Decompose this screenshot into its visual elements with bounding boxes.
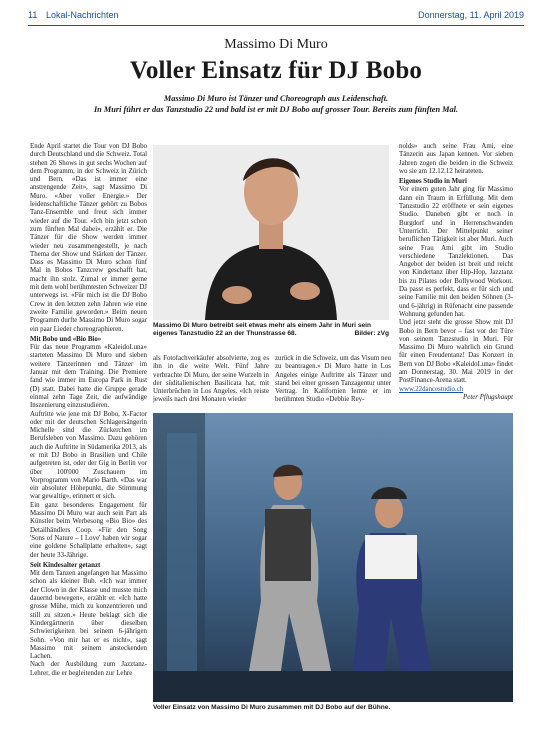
- studio-website-link[interactable]: www.22dancestudio.ch: [399, 385, 464, 393]
- photo-stage: [153, 413, 513, 702]
- article-column-4: [399, 143, 513, 405]
- article-strip-right: zurück in die Schweiz, um das Visum neu zu beantragen.» Di Muro hatte in Los Angeles einige Auftritte als Tänzer und stand bei einer grossen Tanzagentur unter Vertrag. In Kalifornien lernte er im berühmten Studio «Debbie Rey-: [275, 355, 391, 404]
- portrait-illustration: [153, 145, 389, 320]
- article-kicker: Massimo Di Muro: [224, 37, 328, 52]
- caption-text: Massimo Di Muro betreibt seit etwas mehr als einem Jahr in Muri sein eigenes Tanzstudio 22 an der Thunstrasse 68.: [153, 322, 372, 338]
- paragraph: Vor einem guten Jahr ging für Massimo dann ein Traum in Erfüllung. Mit dem Tanzstudio 22 eröffnete er sein eigenes Studio. Daneben gibt er noch in Burgdorf und in Herrenschwanden Unterricht. Der Mittelpunkt seiner beruflichen Tätigkeit ist aber Muri. Auch seine Frau Ami gibt im Studio verschiedene Tanzlektionen. Das Angebot der beiden ist breit und reicht von Kindertanz über Hip-Hop, Jazztanz bis zu Pilates oder Bollywood Workout. Da passt es perfekt, dass er für sich und seine Familie mit den beiden Söhnen (3- und 6-jährig) in Rüfenacht eine passende Wohnung gefunden hat.: [399, 186, 513, 318]
- paragraph: Für das neue Programm «KaleidoLuna» starteten Massimo Di Muro und sieben weitere Tänzerinnen und Tänzer im Januar mit dem Training. Die Premiere fand wie immer im Europa Park in Rust (D) statt. Dabei hatte die Gruppe gerade einmal zehn Tage Zeit, die aufwändige Inszenierung einzustudieren.: [30, 344, 147, 410]
- photo-credit: Bilder: zVg: [354, 330, 389, 338]
- paragraph: Auftritte wie jene mit DJ Bobo, X-Factor oder mit der deutschen Schlagersängerin Michelle sind die Zückerchen im Berufsleben von Massimo. Dazu gehören auch die Auftritte in Südamerika 2013, als er mit DJ Bobo in Brasilien und Chile aufgetreten ist, oder der Gig in Berlin vor über 100'000 Zuschauern im Vorprogramm von Mario Barth. «Das war ein absoluter Höhepunkt, die Stimmung war gewaltig», erinnert er sich.: [30, 410, 147, 501]
- section-name: Lokal-Nachrichten: [46, 10, 119, 20]
- header-rule: [28, 25, 524, 26]
- article-author: Peter Pflugshaupt: [463, 393, 513, 401]
- article-headline: Voller Einsatz für DJ Bobo: [129, 57, 423, 84]
- stage-illustration: [153, 413, 513, 702]
- paragraph: Mit dem Tanzen angefangen hat Massimo schon als kleiner Bub. «Ich war immer der Clown in der Klasse und musste mich dauernd bewegen», erzählt er. «Ich hatte grosse Mühe, mich zu konzentrieren und still zu sitzen.» Heute beklagt sich die Kindergärtnerin über dieselben Schwierigkeiten bei seinem 6-jährigen Sohn. «Von mir hat er es nicht», sagt Massimo mit seinem ansteckenden Lachen.: [30, 570, 147, 661]
- photo-portrait: [153, 145, 389, 320]
- paragraph: Nach der Ausbildung zum Jazztanz-Lehrer, die er begleitenden zur Lehre: [30, 661, 147, 677]
- article-column-1: [30, 143, 147, 723]
- subheading: Mit Bobo und «Bio Bio»: [30, 335, 102, 343]
- subheading: Seit Kindesalter getanzt: [30, 561, 101, 569]
- photo-stage-caption: Voller Einsatz von Massimo Di Muro zusammen mit DJ Bobo auf der Bühne.: [153, 704, 391, 711]
- lead-line-1: Massimo Di Muro ist Tänzer und Choreograph aus Leidenschaft.: [163, 94, 389, 103]
- page-number: 11: [28, 10, 38, 20]
- page-header: [28, 10, 524, 26]
- article-strip-left: als Fotofachverkäufer absolvierte, zog es ihn in die weite Welt. Fünf Jahre verbrachte Di Muro, der seine Wurzeln in der süditalienischen Basilicata hat, mit Unterbrüchen in Los Angeles. «Ich reiste jeweils nach drei Monaten wieder: [153, 355, 269, 404]
- lead-line-2: In Muri führt er das Tanzstudio 22 und bald ist er mit DJ Bobo auf grosser Tour. Bereits zum fünften Mal.: [93, 104, 459, 114]
- photo-portrait-caption: [153, 322, 389, 339]
- paragraph: Ende April startet die Tour von DJ Bobo durch Deutschland und die Schweiz. Total stehen 26 Shows in gut sechs Wochen auf dem Programm, in der Schweiz in Zürich und Bern. «Das ist immer eine anstrengende Zeit», sagt Massimo Di Muro. «Aber voller Energie.» Der leidenschaftliche Tänzer gehört zu Bobos Tanz-Ensemble und freut sich immer wieder auf die Tour. «Ich bin jetzt schon zum fünften Mal dabei», erzählt er. Die Tänzer für die Show werden immer wieder neu zusammengestellt, je nach Thema der Show und Stärken der Tänzer. Dass es Massimo Di Muro schon fünf Mal in Bobos Tanzcrew geschafft hat, macht ihn stolz. Zumal er immer gerne mit dem wohl berühmtesten Schweizer DJ unterwegs ist. «Für mich ist die DJ Bobo Crew in den letzten zehn Jahren wie eine zweite Familie geworden.» Beim neuen Programm durfte Massimo Di Muro sogar ein paar Lieder choreographieren.: [30, 143, 147, 333]
- issue-date: Donnerstag, 11. April 2019: [418, 10, 524, 20]
- paragraph: Ein ganz besonderes Engagement für Massimo Di Muro war auch sein Part als Künstler beim Werbesong «Bio Bio» des Detailhändlers Coop. «Für den Song 'Sons of Nature – I Love' haben wir sogar eine goldene Schallplatte erhalten», sagt der heute 33-Jährige.: [30, 501, 147, 559]
- subheading: Eigenes Studio in Muri: [399, 178, 467, 186]
- paragraph: Und jetzt steht die grosse Show mit DJ Bobo in Bern bevor – fast vor der Türe von seinem Tanzstudio in Muri. Für Massimo Di Muro wahrlich ein Grund für einen Freudentanz! Das Konzert in Bern von DJ Bobo «KaleidoLuna» findet am Donnerstag, 30. Mai 2019 in der PostFinance-Arena statt.: [399, 319, 513, 385]
- article-lead: [60, 94, 492, 115]
- paragraph: nolds» auch seine Frau Ami, eine Tänzerin aus Japan kennen. Vor sieben Jahren zogen die beiden in die Schweiz wo sie am 12.12.12 heirateten.: [399, 143, 513, 175]
